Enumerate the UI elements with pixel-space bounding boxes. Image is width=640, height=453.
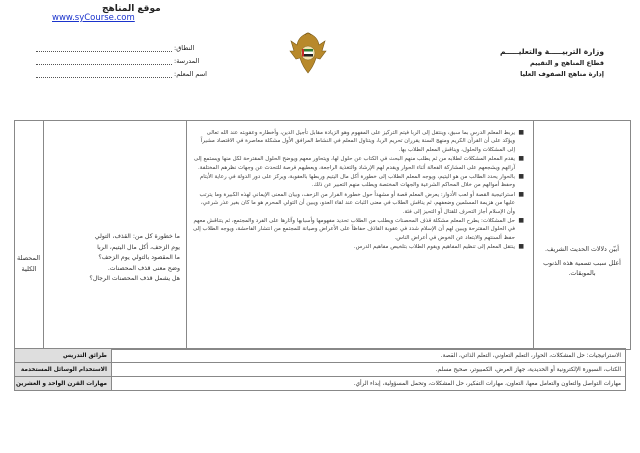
- procedure-item: [193, 243, 524, 251]
- procedure-item: [192, 217, 524, 242]
- field-label-teacher: اسم المعلم:: [174, 70, 207, 78]
- lesson-plan-table: [14, 120, 631, 350]
- field-line-teacher[interactable]: [36, 77, 172, 78]
- evaluation-item: هل يشمل قذف المحصنات الرجال؟: [89, 275, 180, 282]
- evaluation-item: ما المقصود بالتولي يوم الزحف؟: [98, 254, 180, 261]
- procedure-text: ينتقل المعلم إلى تنظيم المفاهيم ويقوم الطلاب بتلخيص مفاهيم الدرس.: [353, 244, 515, 251]
- methods-row-label: طرائق التدريس: [15, 349, 112, 363]
- objectives-cell: [534, 121, 631, 350]
- procedure-text: يقدم المعلم المشكلات لطلابه من ثم يطلب منهم البحث في الكتاب عن حلول لها، ويتحاور معهم ويوضح الحلول المقترحة لكل منها ويستمع إلى آرائهم ويشجعهم على المشاركة الفعالة أثناء الحوار ويقدم لهم الإرشاد والتغذية الراجعة، ويعطيهم فرصة للتحدث عن وجهات نظرهم المختلفة.: [193, 156, 515, 171]
- area-cell: [15, 121, 44, 350]
- ministry-sector: قطاع المناهج و التقييم: [529, 59, 604, 67]
- bullet-icon: ■: [518, 243, 524, 251]
- procedure-text: استراتيجية القصة أو لعب الأدوار: يعرض المعلم قصة أو مشهداً حول خطورة الفرار من الزحف، وبيان المعنى الإيماني لهذه الكبيرة وما يترتب عليها من هزيمة المسلمين وضعفهم، ثم يناقش الطلاب في معنى الثبات عند لقاء العدو، ويبين أن التولي المحرم هو ما كان بغير عذر شرعي، وأن الإسلام أجاز التحرف للقتال أو التحيز إلى فئة.: [199, 191, 515, 215]
- procedure-text: يربط المعلم الدرس بما سبق، وينتقل إلى الربا فيتم التركيز على المفهوم وهو الزيادة مقابل تأجيل الدين، وأخطاره وعقوبته عند الله تعالى ويؤكد على أن القرآن الكريم ومنهج السنة يقرران تحريم الربا، ويتناول المعلم في النشاط المرافق الأول مشكلة معاصرة في الاقتصاد مشيراً إلى المشكلات والحلول، ويناقش المعلم الطلاب بها.: [200, 130, 515, 153]
- bullet-icon: ■: [518, 217, 524, 225]
- ministry-title: وزارة التربيـــــة والتعليـــــم: [499, 47, 604, 56]
- evaluation-item: وضح معنى قذف المحصنات.: [107, 264, 180, 272]
- procedure-item: [193, 190, 524, 216]
- field-label-domain: النطاق:: [174, 44, 195, 52]
- objective-item: أعلل سبب تسمية هذه الذنوب بالموبقات.: [543, 260, 621, 277]
- evaluation-item: يوم الزحف، أكل مال اليتيم، الربا: [97, 243, 180, 251]
- evaluation-item: ما خطورة كل من: القذف، التولي: [94, 233, 180, 240]
- methods-table: [14, 348, 626, 391]
- bullet-icon: ■: [518, 173, 524, 181]
- methods-row-label: الاستخدام الوسائل المستخدمة: [15, 363, 112, 377]
- methods-row: [15, 377, 626, 391]
- procedure-text: بالحوار يحدد الطالب من هو اليتيم، ويوجه المعلم الطلاب إلى خطورة أكل مال اليتيم وربطها بالعقوبة، ويركز على دور الدولة في رعاية الأيتام وحفظ أموالهم من خلال المحاكم الشرعية والجهات المختصة ويطلب منهم التعبير عن ذلك.: [199, 174, 515, 189]
- field-line-domain[interactable]: [36, 51, 172, 52]
- bullet-icon: ■: [518, 155, 524, 163]
- field-line-school[interactable]: [36, 64, 172, 65]
- uae-emblem-icon: [288, 29, 328, 77]
- site-label: موقع المناهج: [102, 4, 161, 14]
- procedure-item: [193, 129, 524, 154]
- methods-row-label: مهارات القرن الواحد و العشرين: [15, 377, 112, 391]
- procedures-cell: [187, 121, 534, 350]
- methods-row: [15, 349, 626, 363]
- methods-row: [15, 363, 626, 377]
- procedure-text: حل المشكلات: يطرح المعلم مشكلة قذف المحصنات ويطلب من الطلاب تحديد مفهومها وأسبابها وآثارها على الفرد والمجتمع، ثم يتناقش معهم في الحلول المقترحة ويبين لهم أن الإسلام شدد في عقوبة القاذف حفاظاً على الأعراض وصيانة للمجتمع من انتشار الفاحشة، ويوجه الطلاب إلى حفظ ألسنتهم والابتعاد عن الخوض في أعراض الناس.: [192, 218, 515, 241]
- site-url-link[interactable]: www.syCourse.com: [52, 13, 135, 23]
- methods-row-value: مهارات التواصل والتعاون والتعامل معها، التعاون، مهارات التفكير، حل المشكلات، وتحمل المسؤولية، إبداء الرأي.: [112, 377, 626, 391]
- procedure-item: [193, 155, 524, 172]
- procedure-item: [193, 173, 524, 190]
- field-label-school: المدرسة:: [174, 57, 200, 65]
- ministry-department: إدارة مناهج الصفوف العليا: [520, 70, 604, 78]
- methods-row-value: الاستراتيجيات: حل المشكلات، الحوار، التعلم التعاوني، التعلم الذاتي، القصة.: [112, 349, 626, 363]
- area-text: المحصلة الكلية: [16, 254, 40, 273]
- objective-item: أبيّن دلالات الحديث الشريف.: [544, 246, 620, 253]
- methods-row-value: الكتاب، السبورة الإلكترونية أو الحديدية، جهاز العرض، الكمبيوتر، صحيح مسلم.: [112, 363, 626, 377]
- bullet-icon: ■: [518, 190, 524, 198]
- bullet-icon: ■: [518, 129, 524, 136]
- evaluation-cell: [44, 121, 187, 350]
